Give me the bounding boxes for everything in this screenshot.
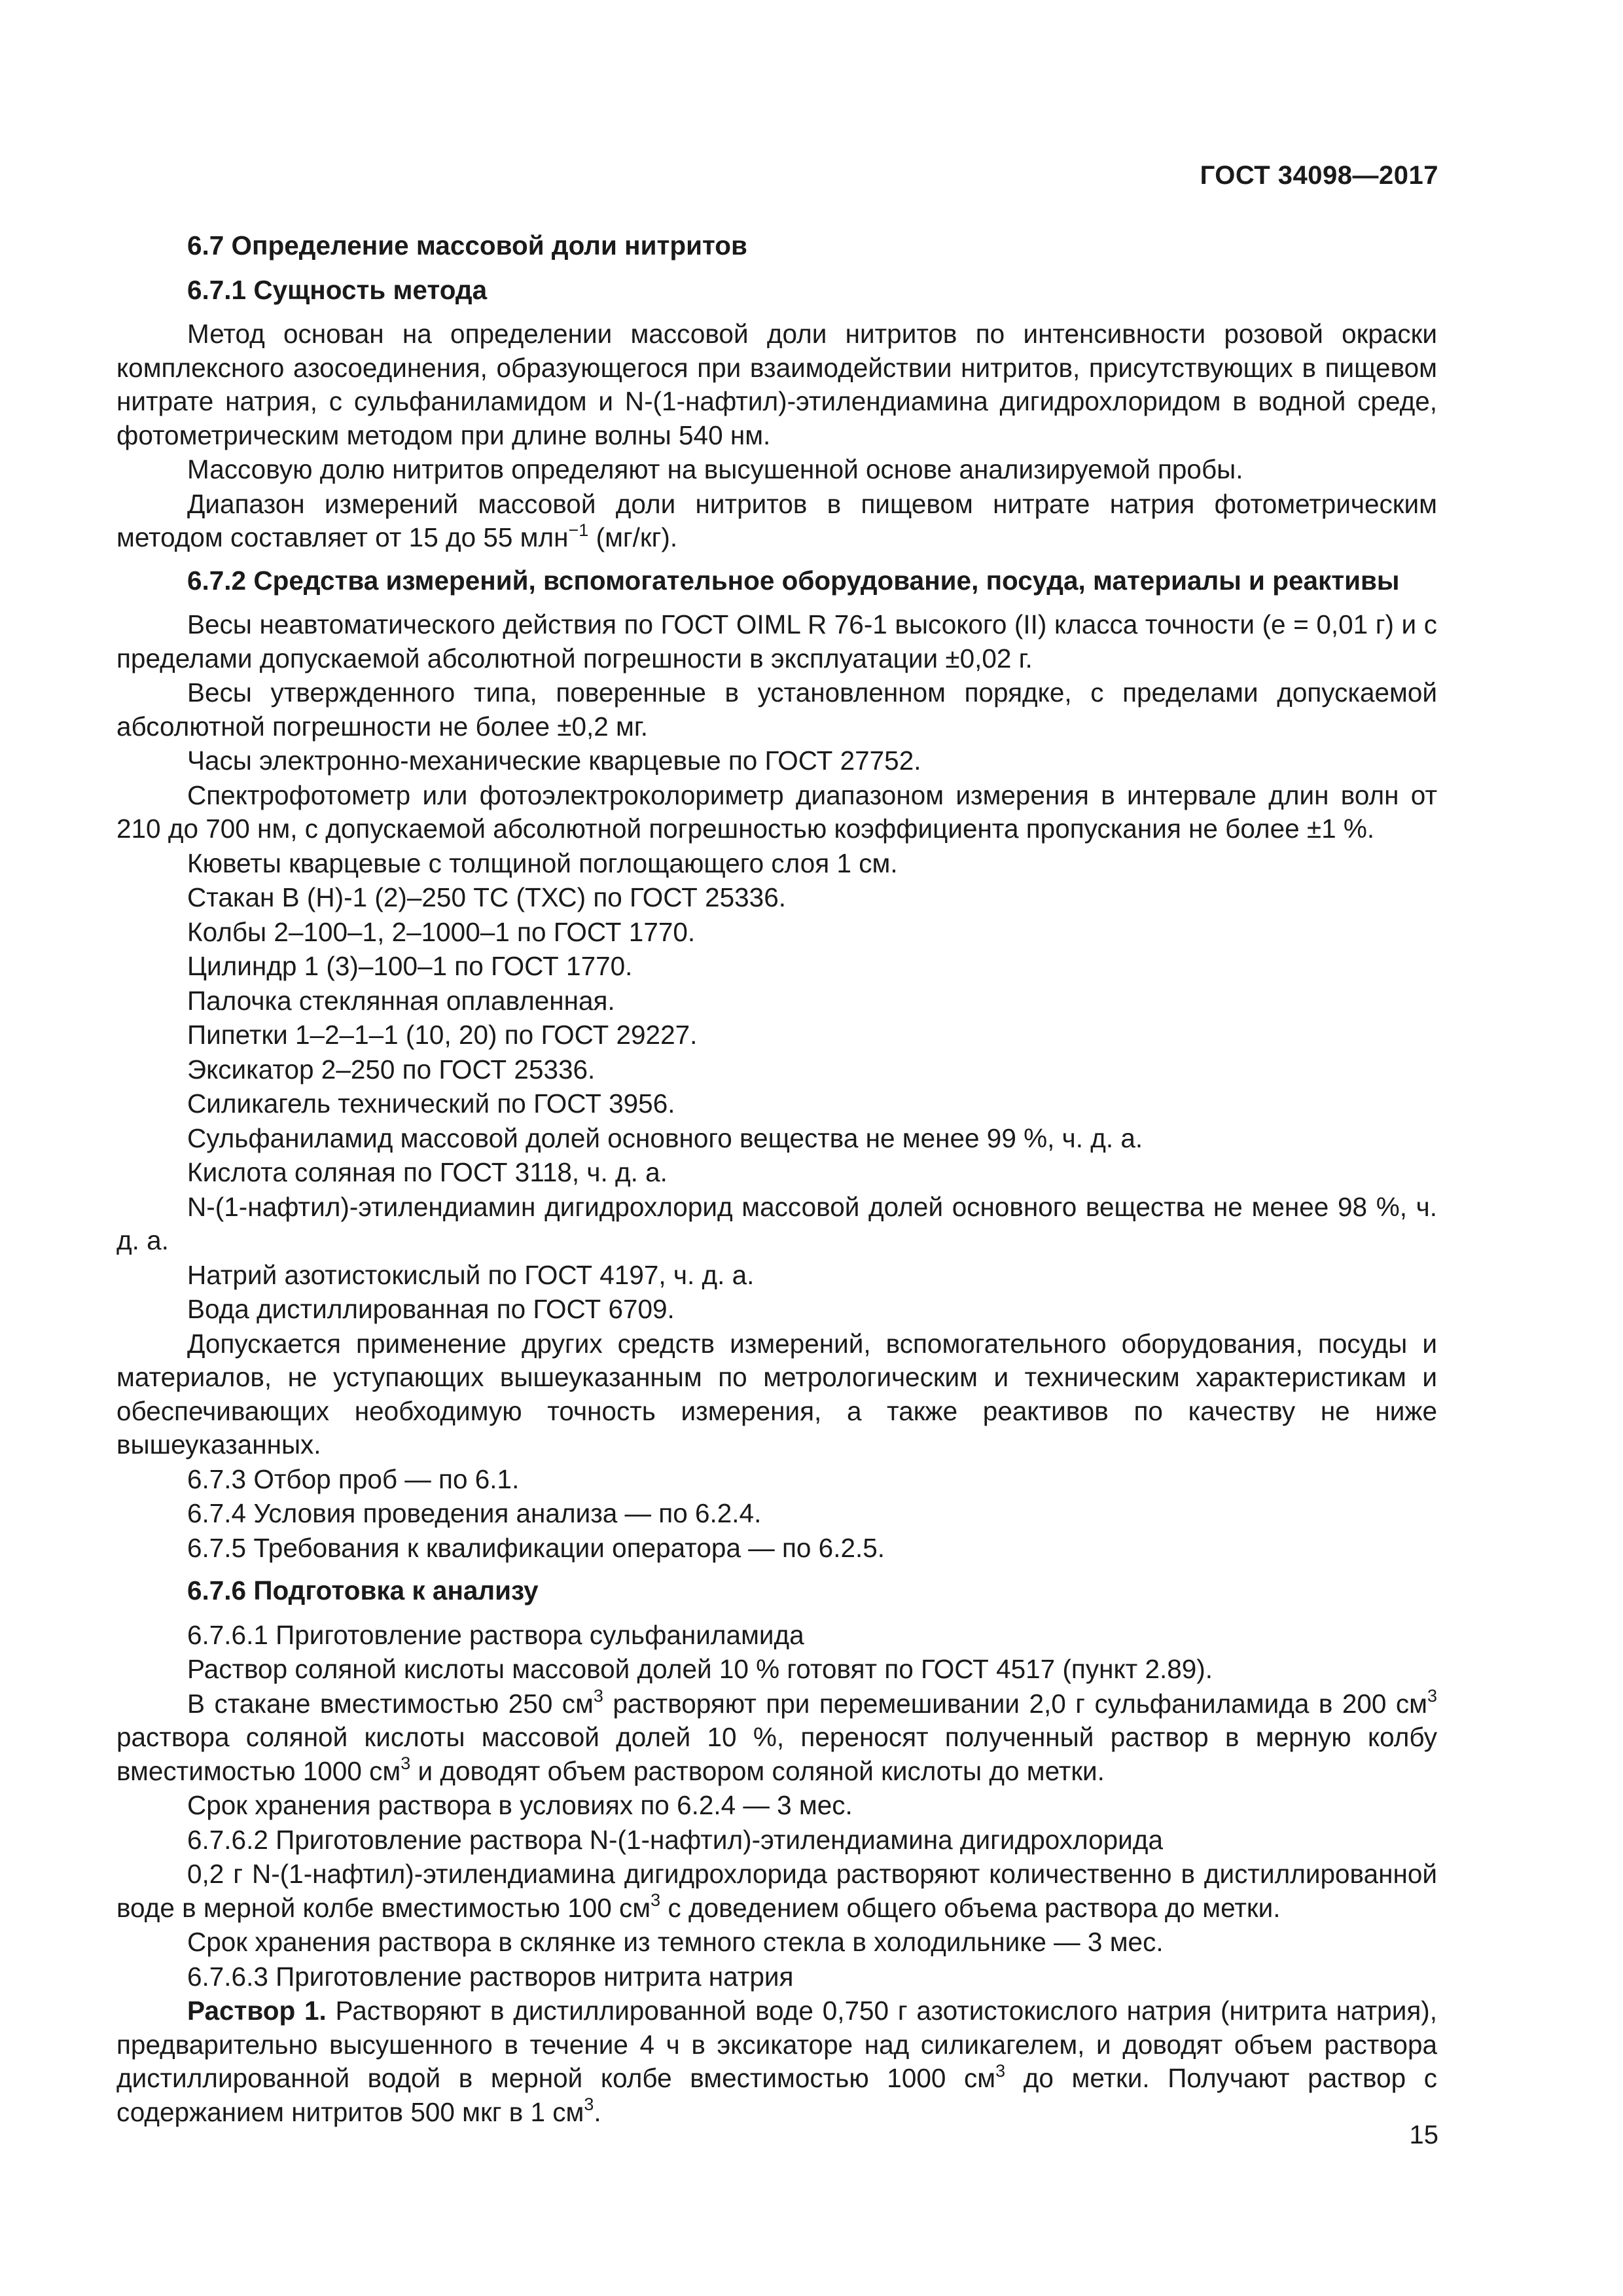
equipment-item: Цилиндр 1 (3)–100–1 по ГОСТ 1770. xyxy=(187,951,633,981)
subsection-6-7-6-2-title: 6.7.6.2 Приготовление раствора N-(1-нафтил)-этилендиамина дигидрохлорида xyxy=(187,1824,1163,1855)
equipment-item: Стакан В (Н)-1 (2)–250 ТС (ТХС) по ГОСТ 25336. xyxy=(187,882,786,912)
section-6-7-2-heading: 6.7.2 Средства измерений, вспомогательное оборудование, посуда, материалы и реактивы xyxy=(187,565,1400,596)
equipment-item: Колбы 2–100–1, 2–1000–1 по ГОСТ 1770. xyxy=(187,916,696,947)
equipment-item: Весы утвержденного типа, поверенные в установленном порядке, с пределами допускаемой абсолютной погрешности не более ±0,2 мг. xyxy=(116,677,1437,742)
hcl-solution-paragraph: Раствор соляной кислоты массовой долей 10 % готовят по ГОСТ 4517 (пункт 2.89). xyxy=(187,1654,1213,1684)
document-body xyxy=(116,229,1437,2130)
naphthyl-storage-paragraph: Срок хранения раствора в склянке из темного стекла в холодильнике — 3 мес. xyxy=(187,1927,1164,1957)
equipment-item: Палочка стеклянная оплавленная. xyxy=(187,985,615,1016)
page-number: 15 xyxy=(1409,2121,1438,2149)
sulfanilamide-solution-paragraph: В стакане вместимостью 250 $см^3$ растворяют при перемешивании 2,0 г сульфаниламида в 200 $см^3$ раствора соляной кислоты массовой долей 10 %, переносят полученный раствор в мерную колбу вместимостью 1000 $см^3$ и доводят объем раствором соляной кислоты до метки. xyxy=(116,1686,1437,1786)
equipment-item: N-(1-нафтил)-этилендиамин дигидрохлорид массовой долей основного вещества не менее 98 %, ч. д. а. xyxy=(116,1191,1437,1255)
equipment-item: Сульфаниламид массовой долей основного вещества не менее 99 %, ч. д. а. xyxy=(187,1122,1143,1153)
equipment-item: Кюветы кварцевые с толщиной поглощающего слоя 1 см. xyxy=(187,848,898,878)
document-code: ГОСТ 34098—2017 xyxy=(1200,161,1438,190)
equipment-item: Кислота соляная по ГОСТ 3118, ч. д. а. xyxy=(187,1157,668,1187)
measurement-range-paragraph: Диапазон измерений массовой доли нитритов в пищевом нитрате натрия фотометрическим методом составляет от 15 до 55 млн$^{-1}$ (мг/кг). xyxy=(116,488,1437,552)
section-6-7-heading: 6.7 Определение массовой доли нитритов xyxy=(187,230,747,260)
equipment-item: Пипетки 1–2–1–1 (10, 20) по ГОСТ 29227. xyxy=(187,1020,698,1050)
solution-1-label: Раствор 1. xyxy=(187,1996,327,2026)
equipment-substitution-paragraph: Допускается применение других средств измерений, вспомогательного оборудования, посуды и материалов, не уступающих вышеуказанным по метрологическим и техническим характеристикам и обеспечивающих необходимую точность измерения, а также реактивов по качеству не ниже вышеуказанных. xyxy=(116,1328,1437,1460)
equipment-item: Силикагель технический по ГОСТ 3956. xyxy=(187,1088,675,1119)
clause-6-7-3: 6.7.3 Отбор проб — по 6.1. xyxy=(187,1463,520,1494)
subsection-6-7-6-1-title: 6.7.6.1 Приготовление раствора сульфаниламида xyxy=(187,1619,804,1650)
equipment-item: Спектрофотометр или фотоэлектроколориметр диапазоном измерения в интервале длин волн от 210 до 700 нм, с допускаемой абсолютной погрешностью коэффициента пропускания не более ±1 %. xyxy=(116,780,1437,844)
equipment-item: Вода дистиллированная по ГОСТ 6709. xyxy=(187,1294,675,1324)
method-principle-paragraph: Метод основан на определении массовой доли нитритов по интенсивности розовой окраски комплексного азосоединения, образующегося при взаимодействии нитритов, присутствующих в пищевом нитрате натрия, с сульфаниламидом и N-(1-нафтил)-этилендиамина дигидрохлоридом в водной среде, фотометрическим методом при длине волны 540 нм. xyxy=(116,319,1437,450)
equipment-item: Часы электронно-механические кварцевые по ГОСТ 27752. xyxy=(187,745,921,776)
naphthyl-solution-paragraph: 0,2 г N-(1-нафтил)-этилендиамина дигидрохлорида растворяют количественно в дистиллированной воде в мерной колбе вместимостью 100 $см^3$ с доведением общего объема раствора до метки. xyxy=(116,1859,1437,1923)
section-6-7-1-heading: 6.7.1 Сущность метода xyxy=(187,274,488,305)
equipment-item: Весы неавтоматического действия по ГОСТ OIML R 76-1 высокого (II) класса точности (е = 0,01 г) и с пределами допускаемой абсолютной погрешности в эксплуатации ±0,02 г. xyxy=(116,609,1437,673)
solution-1-paragraph: Раствор 1. Растворяют в дистиллированной воде 0,750 г азотистокислого натрия (нитрита натрия), предварительно высушенного в течение 4 ч в эксикаторе над силикагелем, и доводят объем раствора дистиллированной водой в мерной колбе вместимостью 1000 $см^3$ до метки. Получают раствор с содержанием нитритов 500 мкг в 1 $см^3$. xyxy=(116,1996,1437,2127)
equipment-item: Натрий азотистокислый по ГОСТ 4197, ч. д. а. xyxy=(187,1259,755,1290)
equipment-item: Эксикатор 2–250 по ГОСТ 25336. xyxy=(187,1054,596,1085)
clause-6-7-4: 6.7.4 Условия проведения анализа — по 6.2.4. xyxy=(187,1498,762,1528)
dry-basis-paragraph: Массовую долю нитритов определяют на высушенной основе анализируемой пробы. xyxy=(187,454,1243,484)
subsection-6-7-6-3-title: 6.7.6.3 Приготовление растворов нитрита натрия xyxy=(187,1961,794,1992)
storage-period-paragraph: Срок хранения раствора в условиях по 6.2.4 — 3 мес. xyxy=(187,1790,853,1820)
clause-6-7-5: 6.7.5 Требования к квалификации оператора — по 6.2.5. xyxy=(187,1532,885,1563)
section-6-7-6-heading: 6.7.6 Подготовка к анализу xyxy=(187,1575,539,1605)
